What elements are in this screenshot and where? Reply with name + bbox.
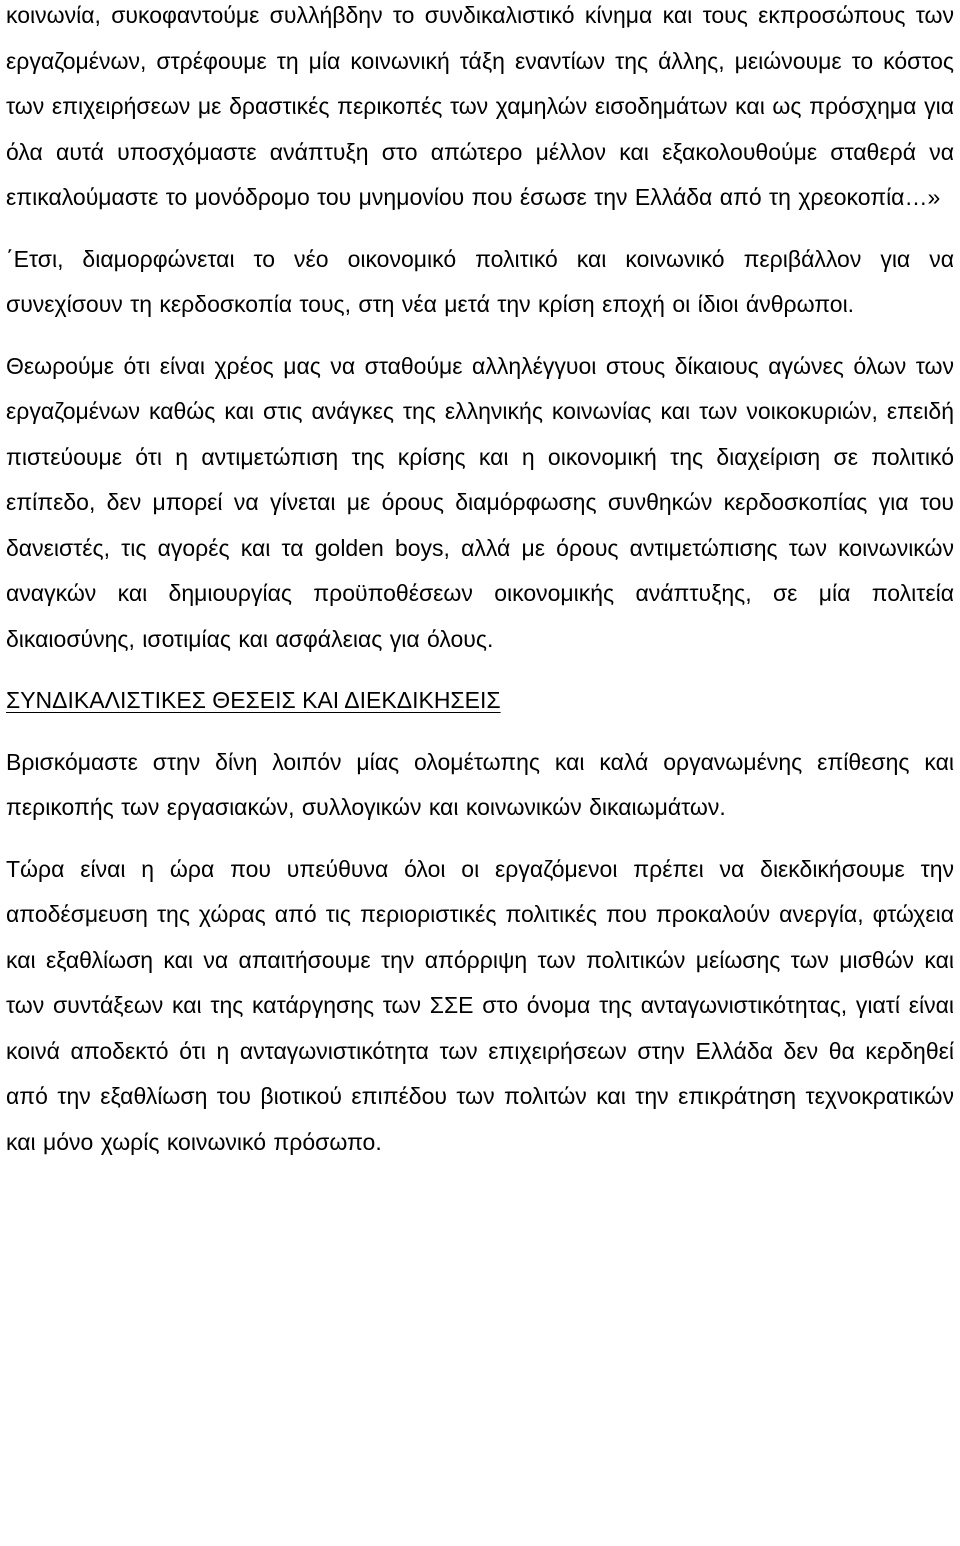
- section-heading: ΣΥΝΔΙΚΑΛΙΣΤΙΚΕΣ ΘΕΣΕΙΣ ΚΑΙ ΔΙΕΚΔΙΚΗΣΕΙΣ: [6, 687, 501, 713]
- paragraph-attack: Βρισκόμαστε στην δίνη λοιπόν μίας ολομέτωπης και καλά οργανωμένης επίθεσης και περικοπής των εργασιακών, συλλογικών και κοινωνικών δικαιωμάτων.: [6, 748, 954, 820]
- paragraph-new-environment: ΄Ετσι, διαμορφώνεται το νέο οικονομικό πολιτικό και κοινωνικό περιβάλλον για να συνεχίσουν τη κερδοσκοπία τους, στη νέα μετά την κρίση εποχή οι ίδιοι άνθρωποι.: [6, 245, 954, 317]
- paragraph-demands: Τώρα είναι η ώρα που υπεύθυνα όλοι οι εργαζόμενοι πρέπει να διεκδικήσουμε την αποδέσμευση της χώρας από τις περιοριστικές πολιτικές που προκαλούν ανεργία, φτώχεια και εξαθλίωση και να απαιτήσουμε την απόρριψη των πολιτικών μείωσης των μισθών και των συντάξεων και της κατάργησης των ΣΣΕ στο όνομα της ανταγωνιστικότητας, γιατί είναι κοινά αποδεκτό ότι η ανταγωνιστικότητα των επιχειρήσεων στην Ελλάδα δεν θα κερδηθεί από την εξαθλίωση του βιοτικού επιπέδου των πολιτών και την επικράτηση τεχνοκρατικών και μόνο χωρίς κοινωνικό πρόσωπο.: [6, 855, 954, 1155]
- paragraph-intro-continuation: κοινωνία, συκοφαντούμε συλλήβδην το συνδικαλιστικό κίνημα και τους εκπροσώπους των εργαζομένων, στρέφουμε τη μία κοινωνική τάξη εναντίων της άλλης, μειώνουμε το κόστος των επιχειρήσεων με δραστικές περικοπές των χαμηλών εισοδημάτων και ως πρόσχημα για όλα αυτά υποσχόμαστε ανάπτυξη στο απώτερο μέλλον και εξακολουθούμε σταθερά να επικαλούμαστε το μονόδρομο του μνημονίου που έσωσε την Ελλάδα από τη χρεοκοπία…»: [6, 2, 954, 210]
- paragraph-solidarity: Θεωρούμε ότι είναι χρέος μας να σταθούμε αλληλέγγυοι στους δίκαιους αγώνες όλων των εργαζομένων καθώς και στις ανάγκες της ελληνικής κοινωνίας και των νοικοκυριών, επειδή πιστεύουμε ότι η αντιμετώπιση της κρίσης και η οικονομική της διαχείριση σε πολιτικό επίπεδο, δεν μπορεί να γίνεται με όρους διαμόρφωσης συνθηκών κερδοσκοπίας για του δανειστές, τις αγορές και τα golden boys, αλλά με όρους αντιμετώπισης των κοινωνικών αναγκών και δημιουργίας προϋποθέσεων οικονομικής ανάπτυξης, σε μία πολιτεία δικαιοσύνης, ισοτιμίας και ασφάλειας για όλους.: [6, 352, 954, 652]
